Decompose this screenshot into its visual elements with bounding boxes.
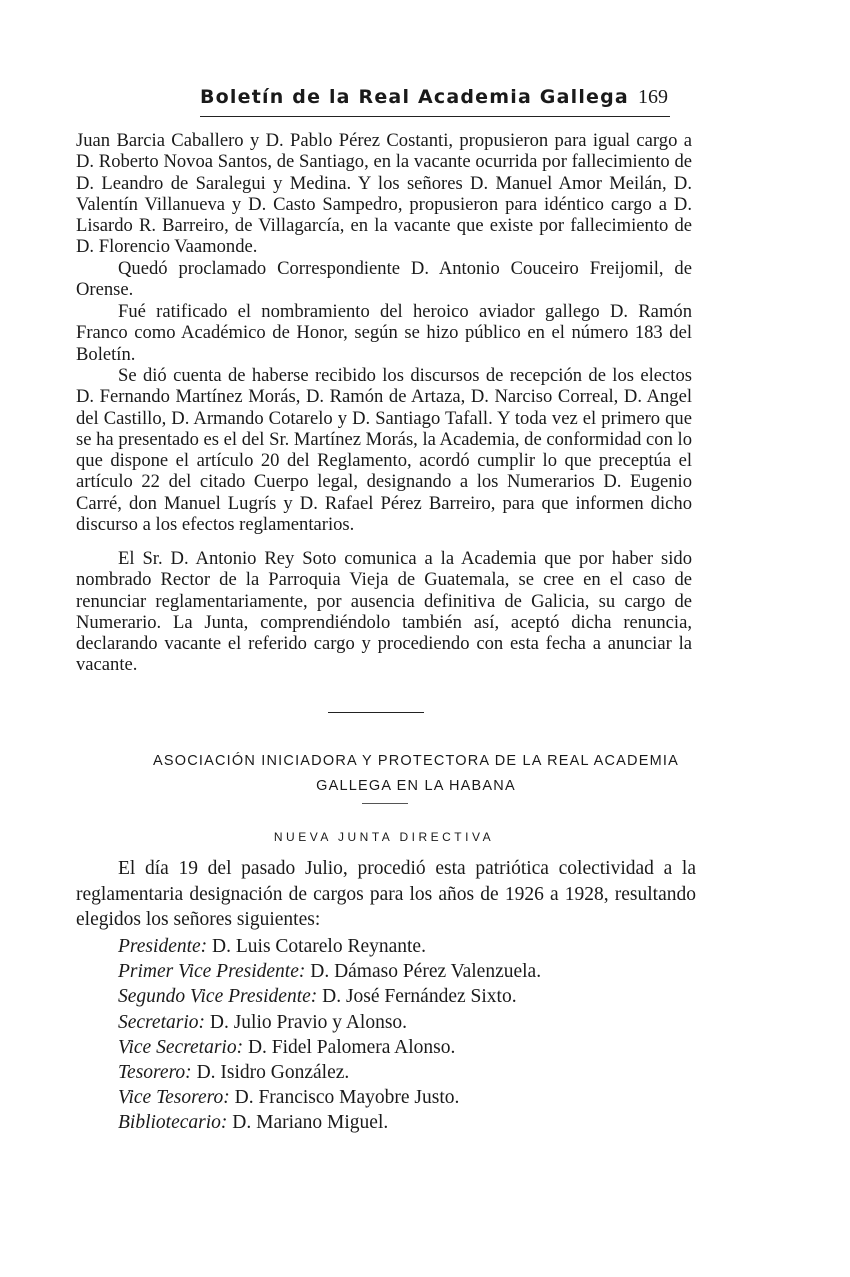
section-divider <box>328 712 424 713</box>
running-header <box>200 86 670 117</box>
list-item <box>118 1060 718 1085</box>
page-number: 169 <box>638 86 668 108</box>
officer-role: Tesorero: <box>118 1062 192 1084</box>
paragraph-3: Fué ratificado el nombramiento del heroico aviador gallego D. Ramón Franco como Académico de Honor, según se hizo público en el número 183 del Boletín. <box>76 301 692 365</box>
section-title-line-1: ASOCIACIÓN INICIADORA Y PROTECTORA DE LA REAL ACADEMIA <box>153 753 679 769</box>
section-title-line-2: GALLEGA EN LA HABANA <box>316 778 516 794</box>
section-intro: El día 19 del pasado Julio, procedió esta patriótica colectividad a la reglamentaria designación de cargos para los años de 1926 a 1928, resultando elegidos los señores siguientes: <box>76 858 696 930</box>
section-subtitle: NUEVA JUNTA DIRECTIVA <box>273 830 495 844</box>
officer-name: D. Isidro González. <box>196 1062 350 1084</box>
list-item <box>118 1035 718 1060</box>
officer-role: Bibliotecario: <box>118 1112 228 1134</box>
journal-title: Boletín de la Real Academia Gallega <box>200 86 629 108</box>
paragraph-5: El Sr. D. Antonio Rey Soto comunica a la Academia que por haber sido nombrado Rector de la Parroquia Vieja de Guatemala, se cree en el caso de renunciar reglamentariamente, por ausencia definitiva de Galicia, su cargo de Numerario. La Junta, comprendiéndolo también así, aceptó dicha renuncia, declarando vacante el referido cargo y procediendo con esta fecha a anunciar la vacante. <box>76 548 692 676</box>
list-item <box>118 984 718 1009</box>
officer-name: D. Julio Pravio y Alonso. <box>209 1011 408 1033</box>
officer-role: Secretario: <box>118 1011 205 1033</box>
list-item <box>118 1010 718 1035</box>
list-item <box>118 1085 718 1110</box>
officer-role: Vice Secretario: <box>118 1036 244 1058</box>
list-item <box>118 959 718 984</box>
officer-role: Primer Vice Presidente: <box>118 961 306 983</box>
paragraph-4: Se dió cuenta de haberse recibido los discursos de recepción de los electos D. Fernando Martínez Morás, D. Ramón de Artaza, D. Narciso Correal, D. Angel del Castillo, D. Armando Cotarelo y D. Santiago Tafall. Y toda vez el primero que se ha presentado es el del Sr. Martínez Morás, la Academia, de conformidad con lo que dispone el artículo 20 del Reglamento, acordó cumplir lo que preceptúa el artículo 22 del citado Cuerpo legal, designando a los Numerarios D. Eugenio Carré, don Manuel Lugrís y D. Rafael Pérez Barreiro, para que informen dicho discurso a los efectos reglamentarios. <box>76 365 692 536</box>
paragraph-1: Juan Barcia Caballero y D. Pablo Pérez Costanti, propusieron para igual cargo a D. Roberto Novoa Santos, de Santiago, en la vacante ocurrida por fallecimiento de D. Leandro de Saralegui y Medina. Y los señores D. Manuel Amor Meilán, D. Valentín Villanueva y D. Casto Sampedro, propusieron para idéntico cargo a D. Lisardo R. Barreiro, de Villagarcía, en la vacante que existe por fallecimiento de D. Florencio Vaamonde. <box>76 130 692 258</box>
officer-role: Vice Tesorero: <box>118 1087 230 1109</box>
title-underline <box>362 803 408 804</box>
officer-role: Presidente: <box>118 936 208 957</box>
officer-name: D. José Fernández Sixto. <box>322 986 517 1008</box>
list-item <box>118 1110 718 1135</box>
officer-role: Segundo Vice Presidente: <box>118 986 318 1008</box>
officer-name: D. Mariano Miguel. <box>232 1112 389 1134</box>
officer-name: D. Luis Cotarelo Reynante. <box>212 936 426 957</box>
list-item <box>118 934 718 959</box>
officer-name: D. Francisco Mayobre Justo. <box>234 1087 460 1109</box>
officer-name: D. Fidel Palomera Alonso. <box>247 1036 456 1058</box>
paragraph-2: Quedó proclamado Correspondiente D. Antonio Couceiro Freijomil, de Orense. <box>76 258 692 301</box>
officer-name: D. Dámaso Pérez Valenzuela. <box>310 961 542 983</box>
officers-list <box>118 934 718 1136</box>
